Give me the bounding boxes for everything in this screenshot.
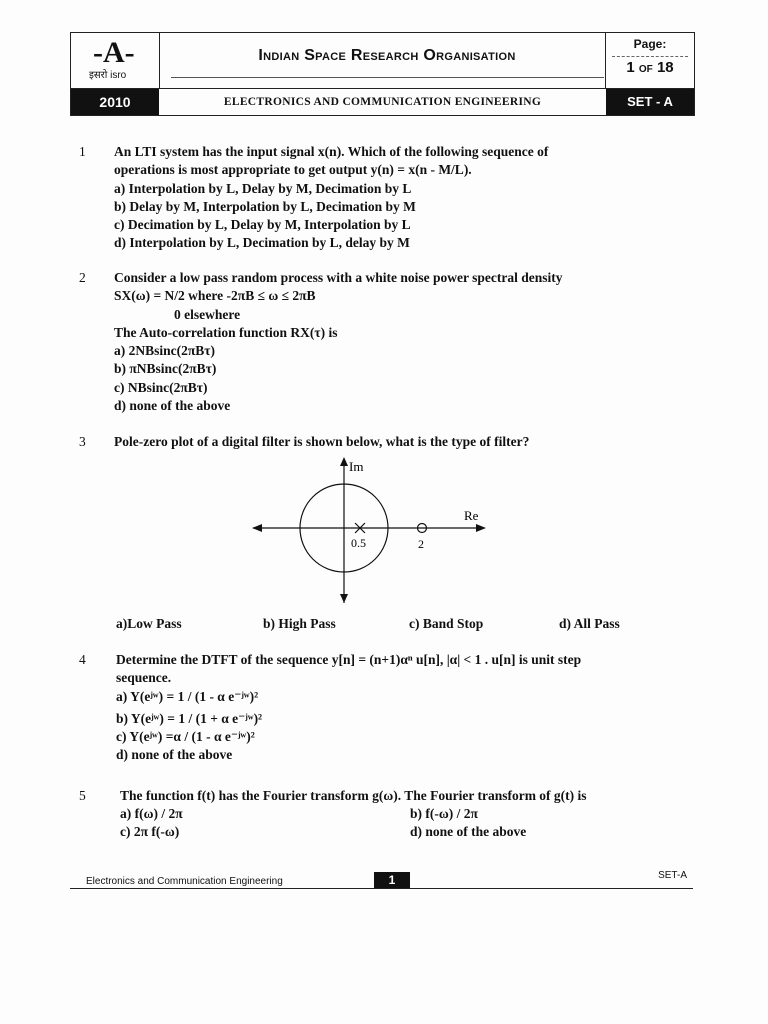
im-label: Im <box>349 459 364 474</box>
option-c: c) Decimation by L, Delay by M, Interpolation by L <box>114 217 411 233</box>
header-bar <box>71 88 694 115</box>
question-text: The function f(t) has the Fourier transform g(ω). The Fourier transform of g(t) is <box>120 788 587 803</box>
question-text: Pole-zero plot of a digital filter is shown below, what is the type of filter? <box>114 434 530 449</box>
title-rule <box>171 77 604 78</box>
im-arrow-down-icon <box>340 594 348 603</box>
re-arrow-left-icon <box>252 524 262 532</box>
question-text: operations is most appropriate to get output y(n) = x(n - M/L). <box>114 162 472 178</box>
option-a: a) Interpolation by L, Delay by M, Decimation by L <box>114 180 412 196</box>
set-label: SET - A <box>606 89 694 115</box>
option-b: b) High Pass <box>263 616 336 631</box>
isro-logo <box>71 33 160 89</box>
page-label: Page: <box>633 37 667 51</box>
option-a: a) 2NBsinc(2πBτ) <box>114 343 215 359</box>
option-c: c) Band Stop <box>409 616 484 631</box>
option-c: c) NBsinc(2πBτ) <box>114 379 208 395</box>
footer-department: Electronics and Communication Engineering <box>86 876 283 887</box>
option-c: c) 2π f(-ω) <box>120 824 180 840</box>
question-text: The Auto-correlation function RX(τ) is <box>114 324 338 340</box>
question-text: Consider a low pass random process with a white noise power spectral density <box>114 270 563 285</box>
option-b: b) f(-ω) / 2π <box>410 806 478 822</box>
question-number: 4 <box>79 652 86 667</box>
question-number: 1 <box>79 144 86 159</box>
organisation-title: Indian Space Research Organisation <box>258 47 516 64</box>
zero-value: 2 <box>418 537 424 551</box>
option-a: a) Y(eʲʷ) = 1 / (1 - α e⁻ʲʷ)² <box>116 688 259 704</box>
option-a: a) f(ω) / 2π <box>120 806 183 822</box>
option-d: d) Interpolation by L, Decimation by L, delay by M <box>114 235 410 251</box>
re-label: Re <box>464 508 479 523</box>
im-arrow-icon <box>340 457 348 466</box>
psd-definition: SX(ω) = N/2 where -2πB ≤ ω ≤ 2πB <box>114 288 316 304</box>
footer-set: SET-A <box>658 870 687 881</box>
question-number: 3 <box>79 434 86 449</box>
exam-header <box>70 32 695 116</box>
option-b: b) Y(eʲʷ) = 1 / (1 + α e⁻ʲʷ)² <box>116 710 263 726</box>
re-arrow-icon <box>476 524 486 532</box>
logo-text: इसरो isro <box>89 70 127 81</box>
option-d: d) All Pass <box>559 616 620 631</box>
exam-year: 2010 <box>71 89 159 115</box>
page-footer <box>70 870 693 889</box>
rocket-logo-icon: -A- <box>93 36 135 69</box>
page-number: 1 OF 18 <box>626 59 674 76</box>
question-text: Determine the DTFT of the sequence y[n] = (n+1)αⁿ u[n], |α| < 1 . u[n] is unit step <box>116 652 582 667</box>
question-text: sequence. <box>116 670 172 686</box>
option-c: c) Y(eʲʷ) =α / (1 - α e⁻ʲʷ)² <box>116 729 255 745</box>
page-box <box>605 33 694 89</box>
option-d: d) none of the above <box>114 398 231 414</box>
department-title: ELECTRONICS AND COMMUNICATION ENGINEERING <box>223 96 542 108</box>
option-d: d) none of the above <box>116 747 233 763</box>
option-d: d) none of the above <box>410 824 527 840</box>
pole-value: 0.5 <box>351 536 366 550</box>
option-b: b) Delay by M, Interpolation by L, Decimation by M <box>114 198 416 214</box>
psd-elsewhere: 0 elsewhere <box>174 306 241 322</box>
pole-zero-plot <box>250 455 490 605</box>
question-number: 5 <box>79 788 86 803</box>
question-number: 2 <box>79 270 86 285</box>
question-text: An LTI system has the input signal x(n). Which of the following sequence of <box>114 144 549 159</box>
footer-page-number: 1 <box>374 872 410 888</box>
option-b: b) πNBsinc(2πBτ) <box>114 361 217 377</box>
option-a: a)Low Pass <box>116 616 182 631</box>
